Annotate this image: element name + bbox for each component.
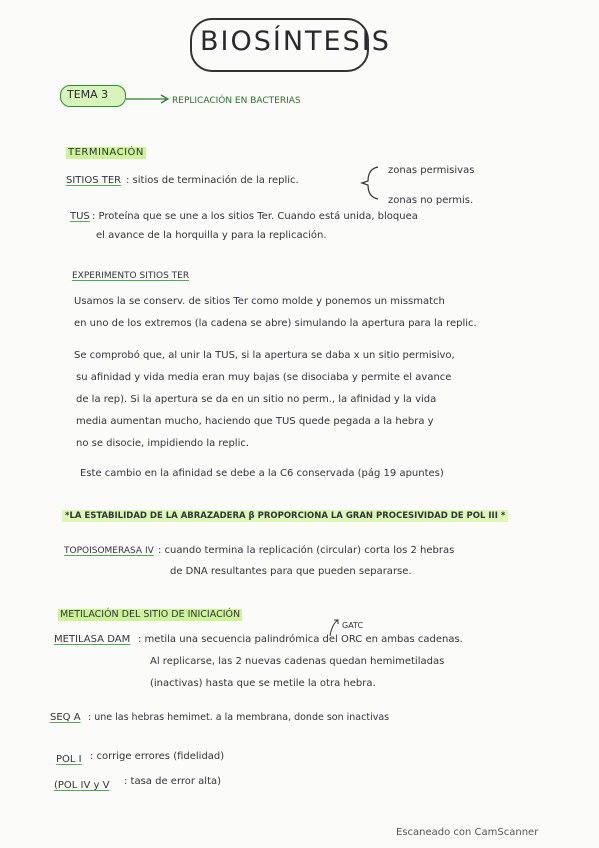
experiment-line: no se disocie, impidiendo la replic. — [76, 438, 250, 449]
tus-line-2: el avance de la horquilla y para la replicación. — [96, 230, 327, 241]
pol1-text: : corrige errores (fidelidad) — [90, 751, 225, 762]
scanner-watermark: Escaneado con CamScanner — [396, 827, 539, 838]
page-title: BIOSÍNTESIS — [200, 26, 391, 57]
experiment-line: media aumentan mucho, haciendo que TUS quede pegada a la hebra y — [76, 416, 434, 427]
pol45-text: : tasa de error alta) — [124, 776, 222, 787]
experiment-line: su afinidad y vida media eran muy bajas (se disociaba y permite el avance — [76, 372, 452, 383]
seqa-text: : une las hebras hemimet. a la membrana, donde son inactivas — [88, 712, 390, 723]
experiment-line: de la rep). Si la apertura se da en un sitio no perm., la afinidad y la vida — [76, 394, 437, 405]
tema-label: TEMA 3 — [67, 88, 109, 101]
metilacion-heading: METILACIÓN DEL SITIO DE INICIACIÓN — [60, 609, 241, 620]
tus-line-1: : Proteína que se une a los sitios Ter. Cuando está unida, bloquea — [92, 211, 418, 222]
topo-line-2: de DNA resultantes para que pueden separarse. — [170, 566, 412, 577]
tus-label: TUS — [70, 211, 90, 222]
estabilidad-note: *LA ESTABILIDAD DE LA ABRAZADERA β PROPORCIONA LA GRAN PROCESIVIDAD DE POL III * — [62, 510, 508, 522]
experiment-line: Usamos la se conserv. de sitios Ter como molde y ponemos un missmatch — [74, 296, 445, 307]
pol45-label: (POL IV y V — [54, 780, 110, 791]
dam-line: : metila una secuencia palindrómica del ORC en ambas cadenas. — [138, 634, 463, 645]
gatc-label: GATC — [342, 621, 364, 630]
sitios-ter-label: SITIOS TER — [66, 175, 122, 186]
brace-icon — [360, 165, 382, 201]
dam-line: (inactivas) hasta que se metile la otra hebra. — [150, 678, 376, 689]
dam-line: Al replicarse, las 2 nuevas cadenas quedan hemimetiladas — [150, 656, 445, 667]
experiment-heading: EXPERIMENTO SITIOS TER — [72, 271, 190, 281]
zonas-no-permisivas: zonas no permis. — [388, 195, 474, 206]
experiment-line: en uno de los extremos (la cadena se abre) simulando la apertura para la replic. — [74, 318, 477, 329]
tema-subtitle: REPLICACIÓN EN BACTERIAS — [172, 96, 301, 106]
termination-heading: TERMINACIÓN — [68, 147, 144, 158]
topo-line-1: : cuando termina la replicación (circular) corta los 2 hebras — [158, 545, 455, 556]
seqa-label: SEQ A — [50, 712, 81, 723]
pol1-label: POL I — [56, 754, 82, 765]
sitios-ter-text: : sitios de terminación de la replic. — [126, 175, 299, 186]
zonas-permisivas: zonas permisivas — [388, 165, 475, 176]
arrow-right-icon — [126, 94, 172, 104]
experiment-line: Se comprobó que, al unir la TUS, si la apertura se daba x un sitio permisivo, — [74, 350, 455, 361]
topo-label: TOPOISOMERASA IV — [64, 546, 154, 556]
experiment-line: Este cambio en la afinidad se debe a la C6 conservada (pág 19 apuntes) — [80, 468, 444, 479]
dam-label: METILASA DAM — [54, 634, 131, 645]
